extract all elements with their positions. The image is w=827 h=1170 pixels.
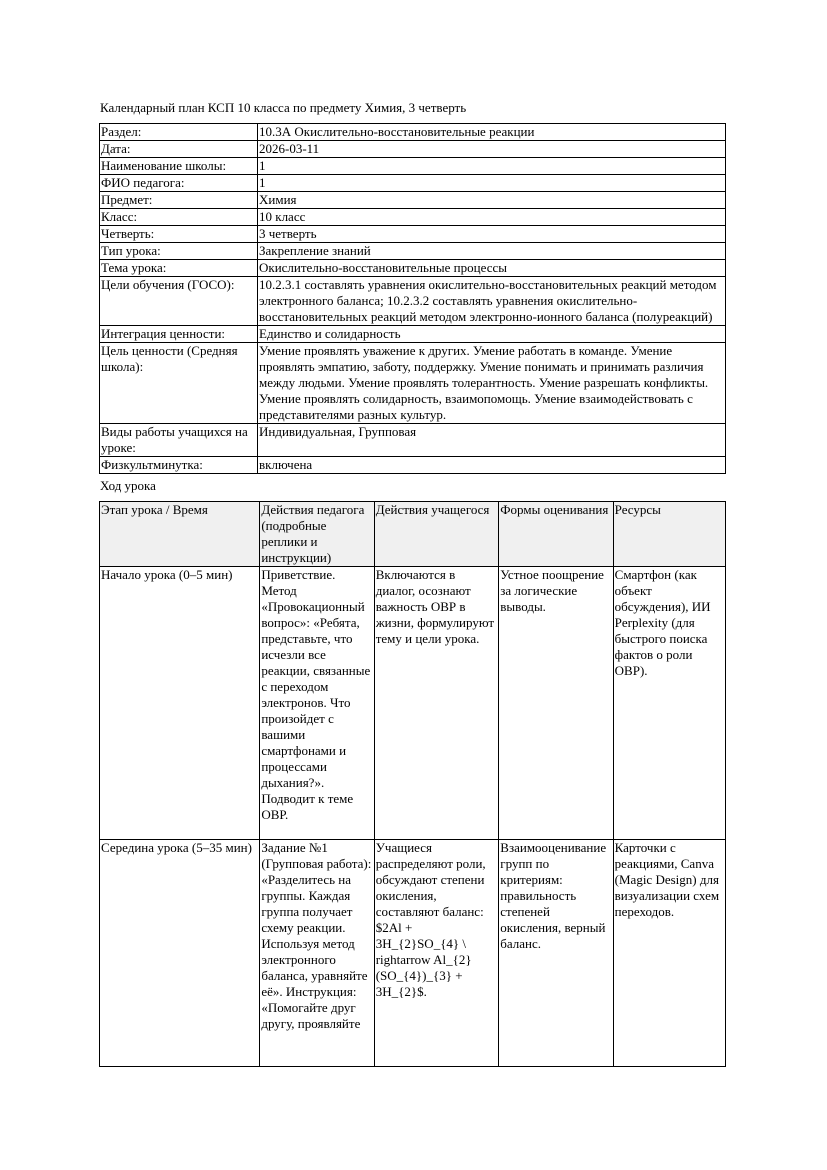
table-header-row xyxy=(100,502,726,567)
info-row xyxy=(100,277,726,326)
info-value: 10 класс xyxy=(258,209,726,226)
info-row xyxy=(100,124,726,141)
table-cell: Смартфон (как объект обсуждения), ИИ Perplexity (для быстрого поиска фактов о роли ОВР). xyxy=(613,567,725,840)
column-header: Этап урока / Время xyxy=(100,502,260,567)
info-row xyxy=(100,260,726,277)
info-value: Индивидуальная, Групповая xyxy=(258,424,726,457)
lesson-flow-heading: Ход урока xyxy=(100,478,156,493)
info-label: Цель ценности (Средняя школа): xyxy=(100,343,258,424)
info-label: Предмет: xyxy=(100,192,258,209)
table-row xyxy=(100,567,726,840)
info-label: Дата: xyxy=(100,141,258,158)
info-row xyxy=(100,158,726,175)
info-value: 10.3А Окислительно-восстановительные реакции xyxy=(258,124,726,141)
table-cell: Начало урока (0–5 мин) xyxy=(100,567,260,840)
info-value: Единство и солидарность xyxy=(258,326,726,343)
info-value: Закрепление знаний xyxy=(258,243,726,260)
info-row xyxy=(100,209,726,226)
table-cell: Карточки с реакциями, Canva (Magic Design) для визуализации схем переходов. xyxy=(613,840,725,1067)
info-label: Тип урока: xyxy=(100,243,258,260)
info-label: Класс: xyxy=(100,209,258,226)
info-value: 3 четверть xyxy=(258,226,726,243)
info-row xyxy=(100,141,726,158)
info-value: 1 xyxy=(258,158,726,175)
info-row xyxy=(100,343,726,424)
column-header: Ресурсы xyxy=(613,502,725,567)
info-row xyxy=(100,326,726,343)
lesson-flow-table xyxy=(99,501,726,1067)
table-cell: Устное поощрение за логические выводы. xyxy=(499,567,613,840)
info-row xyxy=(100,457,726,474)
info-value: Химия xyxy=(258,192,726,209)
document-title: Календарный план КСП 10 класса по предмету Химия, 3 четверть xyxy=(100,100,467,115)
info-value: 10.2.3.1 составлять уравнения окислительно-восстановительных реакций методом электронного баланса; 10.2.3.2 составлять уравнения окислительно-восстановительных реакций методом электронно-ионного баланса (полуреакций) xyxy=(258,277,726,326)
info-value: 2026-03-11 xyxy=(258,141,726,158)
info-label: Физкультминутка: xyxy=(100,457,258,474)
info-row xyxy=(100,424,726,457)
column-header: Действия педагога (подробные реплики и инструкции) xyxy=(260,502,374,567)
info-value: Окислительно-восстановительные процессы xyxy=(258,260,726,277)
table-cell: Учащиеся распределяют роли, обсуждают степени окисления, составляют баланс: $2Al + 3H_{2}SO_{4} \ rightarrow Al_{2}(SO_{4})_{3} + 3H_{2}$. xyxy=(374,840,499,1067)
table-cell: Приветствие. Метод «Провокационный вопрос»: «Ребята, представьте, что исчезли все реакции, связанные с переходом электронов. Что произойдет с вашими смартфонами и процессами дыхания?». Подводит к теме ОВР. xyxy=(260,567,374,840)
info-row xyxy=(100,175,726,192)
lesson-info-table xyxy=(99,123,726,474)
info-row xyxy=(100,243,726,260)
table-cell: Взаимооценивание групп по критериям: правильность степеней окисления, верный баланс. xyxy=(499,840,613,1067)
table-cell: Середина урока (5–35 мин) xyxy=(100,840,260,1067)
info-label: Интеграция ценности: xyxy=(100,326,258,343)
table-row xyxy=(100,840,726,1067)
column-header: Действия учащегося xyxy=(374,502,499,567)
info-value: 1 xyxy=(258,175,726,192)
info-label: Цели обучения (ГОСО): xyxy=(100,277,258,326)
info-label: ФИО педагога: xyxy=(100,175,258,192)
info-label: Четверть: xyxy=(100,226,258,243)
info-label: Виды работы учащихся на уроке: xyxy=(100,424,258,457)
info-row xyxy=(100,192,726,209)
info-label: Тема урока: xyxy=(100,260,258,277)
column-header: Формы оценивания xyxy=(499,502,613,567)
table-cell: Задание №1 (Групповая работа): «Разделитесь на группы. Каждая группа получает схему реакции. Используя метод электронного баланса, уравняйте её». Инструкция: «Помогайте друг другу, проявляйте xyxy=(260,840,374,1067)
info-row xyxy=(100,226,726,243)
info-label: Наименование школы: xyxy=(100,158,258,175)
info-value: Умение проявлять уважение к других. Умение работать в команде. Умение проявлять эмпатию, заботу, поддержку. Умение понимать и принимать различия между людьми. Умение проявлять толерантность. Умение разрешать конфликты. Умение проявлять солидарность, взаимопомощь. Умение взаимодействовать с представителями разных культур. xyxy=(258,343,726,424)
info-value: включена xyxy=(258,457,726,474)
table-cell: Включаются в диалог, осознают важность ОВР в жизни, формулируют тему и цели урока. xyxy=(374,567,499,840)
info-label: Раздел: xyxy=(100,124,258,141)
